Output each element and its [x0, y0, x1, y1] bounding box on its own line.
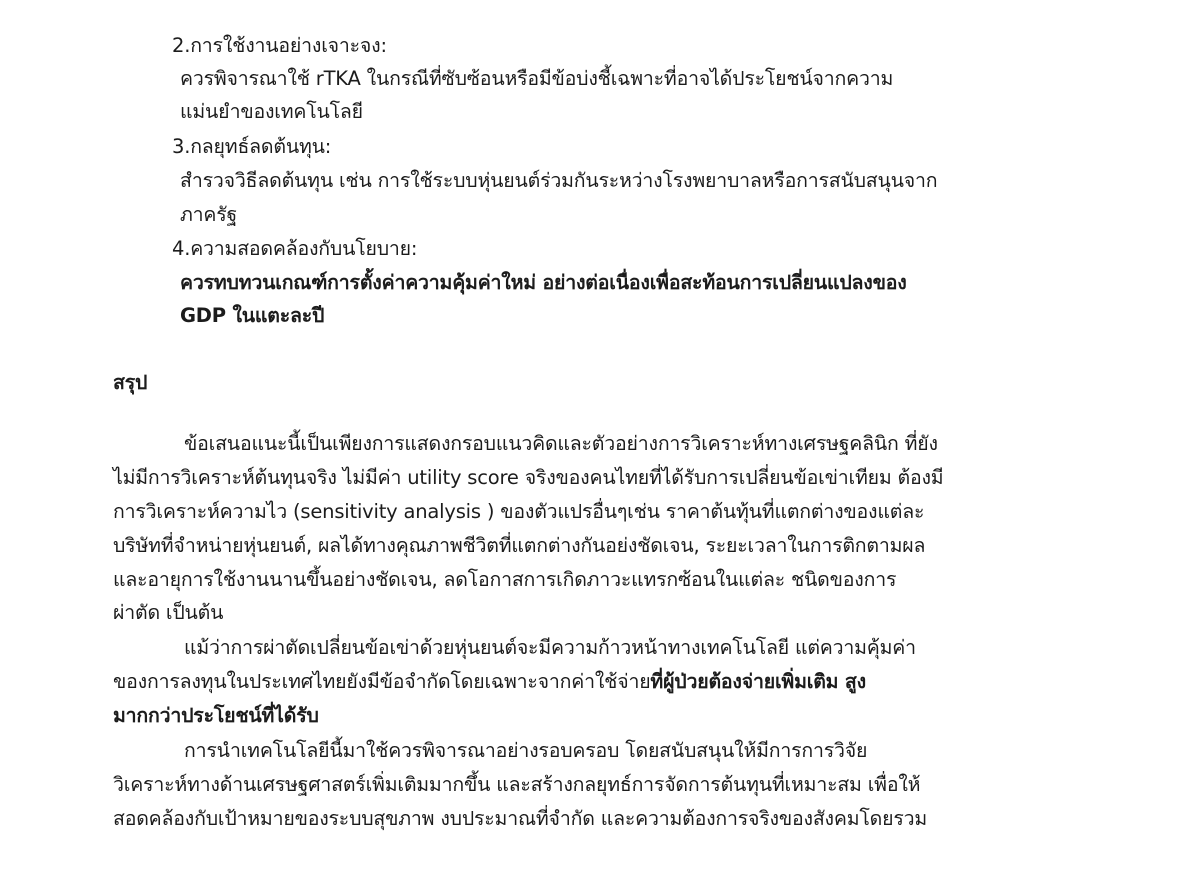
summary-heading: สรุป: [113, 371, 148, 394]
paragraph-3-line-1: การนำเทคโนโลยีนี้มาใช้ควรพิจารณาอย่างรอบครอบ โดยสนับสนุนให้มีการการวิจัย: [184, 739, 868, 762]
paragraph-2-line-3: มากกว่าประโยชน์ที่ได้รับ: [113, 704, 319, 727]
paragraph-3-line-2: วิเคราะห์ทางด้านเศรษฐศาสตร์เพิ่มเติมมากขึ้น และสร้างกลยุทธ์การจัดการต้นทุนที่เหมาะสม เพื่อให้: [113, 773, 921, 796]
item-3-heading: 3.กลยุทธ์ลดต้นทุน:: [172, 135, 332, 158]
paragraph-1-line-4: บริษัทที่จำหน่ายหุ่นยนต์, ผลได้ทางคุณภาพชีวิตที่แตกต่างกันอย่งชัดเจน, ระยะเวลาในการติกตามผล: [113, 534, 926, 557]
paragraph-3-line-3: สอดคล้องกับเป้าหมายของระบบสุขภาพ งบประมาณที่จำกัด และความต้องการจริงของสังคมโดยรวม: [113, 807, 927, 830]
item-2-text-line-2: แม่นยำของเทคโนโลยี: [180, 100, 363, 123]
paragraph-2-line-1: แม้ว่าการผ่าตัดเปลี่ยนข้อเข่าด้วยหุ่นยนต์จะมีความก้าวหน้าทางเทคโนโลยี แต่ความคุ้มค่า: [184, 636, 916, 659]
item-2-heading: 2.การใช้งานอย่างเจาะจง:: [172, 34, 387, 57]
item-4-text-line-1: ควรทบทวนเกณฑ์การตั้งค่าความคุ้มค่าใหม่ อย่างต่อเนื่องเพื่อสะท้อนการเปลี่ยนแปลงของ: [180, 271, 907, 294]
paragraph-2-line-2-bold: ที่ผู้ป่วยต้องจ่ายเพิ่มเติม สูง: [650, 670, 866, 693]
paragraph-1-line-2: ไม่มีการวิเคราะห์ต้นทุนจริง ไม่มีค่า utility score จริงของคนไทยที่ได้รับการเปลี่ยนข้อเข่าเทียม ต้องมี: [113, 466, 944, 489]
item-3-text-line-2: ภาครัฐ: [180, 203, 238, 226]
paragraph-1-line-6: ผ่าตัด เป็นต้น: [113, 601, 224, 624]
paragraph-1-line-1: ข้อเสนอแนะนี้เป็นเพียงการแสดงกรอบแนวคิดและตัวอย่างการวิเคราะห์ทางเศรษฐคลินิก ที่ยัง: [184, 432, 938, 455]
paragraph-1-line-3: การวิเคราะห์ความไว (sensitivity analysis ) ของตัวแปรอื่นๆเช่น ราคาต้นทุ้นที่แตกต่างของแต่ละ: [113, 500, 925, 523]
item-4-heading: 4.ความสอดคล้องกับนโยบาย:: [172, 237, 418, 260]
item-4-text-line-2: GDP ในแตะละปี: [180, 304, 325, 327]
item-3-text-line-1: สำรวจวิธีลดต้นทุน เช่น การใช้ระบบหุ่นยนต์ร่วมกันระหว่างโรงพยาบาลหรือการสนับสนุนจาก: [180, 169, 938, 192]
paragraph-2-line-2-normal: ของการลงทุนในประเทศไทยยังมีข้อจำกัดโดยเฉพาะจากค่าใช้จ่าย: [113, 670, 651, 693]
paragraph-2-line-2: [113, 668, 866, 696]
paragraph-1-line-5: และอายุการใช้งานนานขึ้นอย่างชัดเจน, ลดโอกาสการเกิดภาวะแทรกซ้อนในแต่ละ ชนิดของการ: [113, 568, 897, 591]
item-2-text-line-1: ควรพิจารณาใช้ rTKA ในกรณีที่ซับซ้อนหรือมีข้อบ่งชี้เฉพาะที่อาจได้ประโยชน์จากความ: [180, 67, 894, 90]
